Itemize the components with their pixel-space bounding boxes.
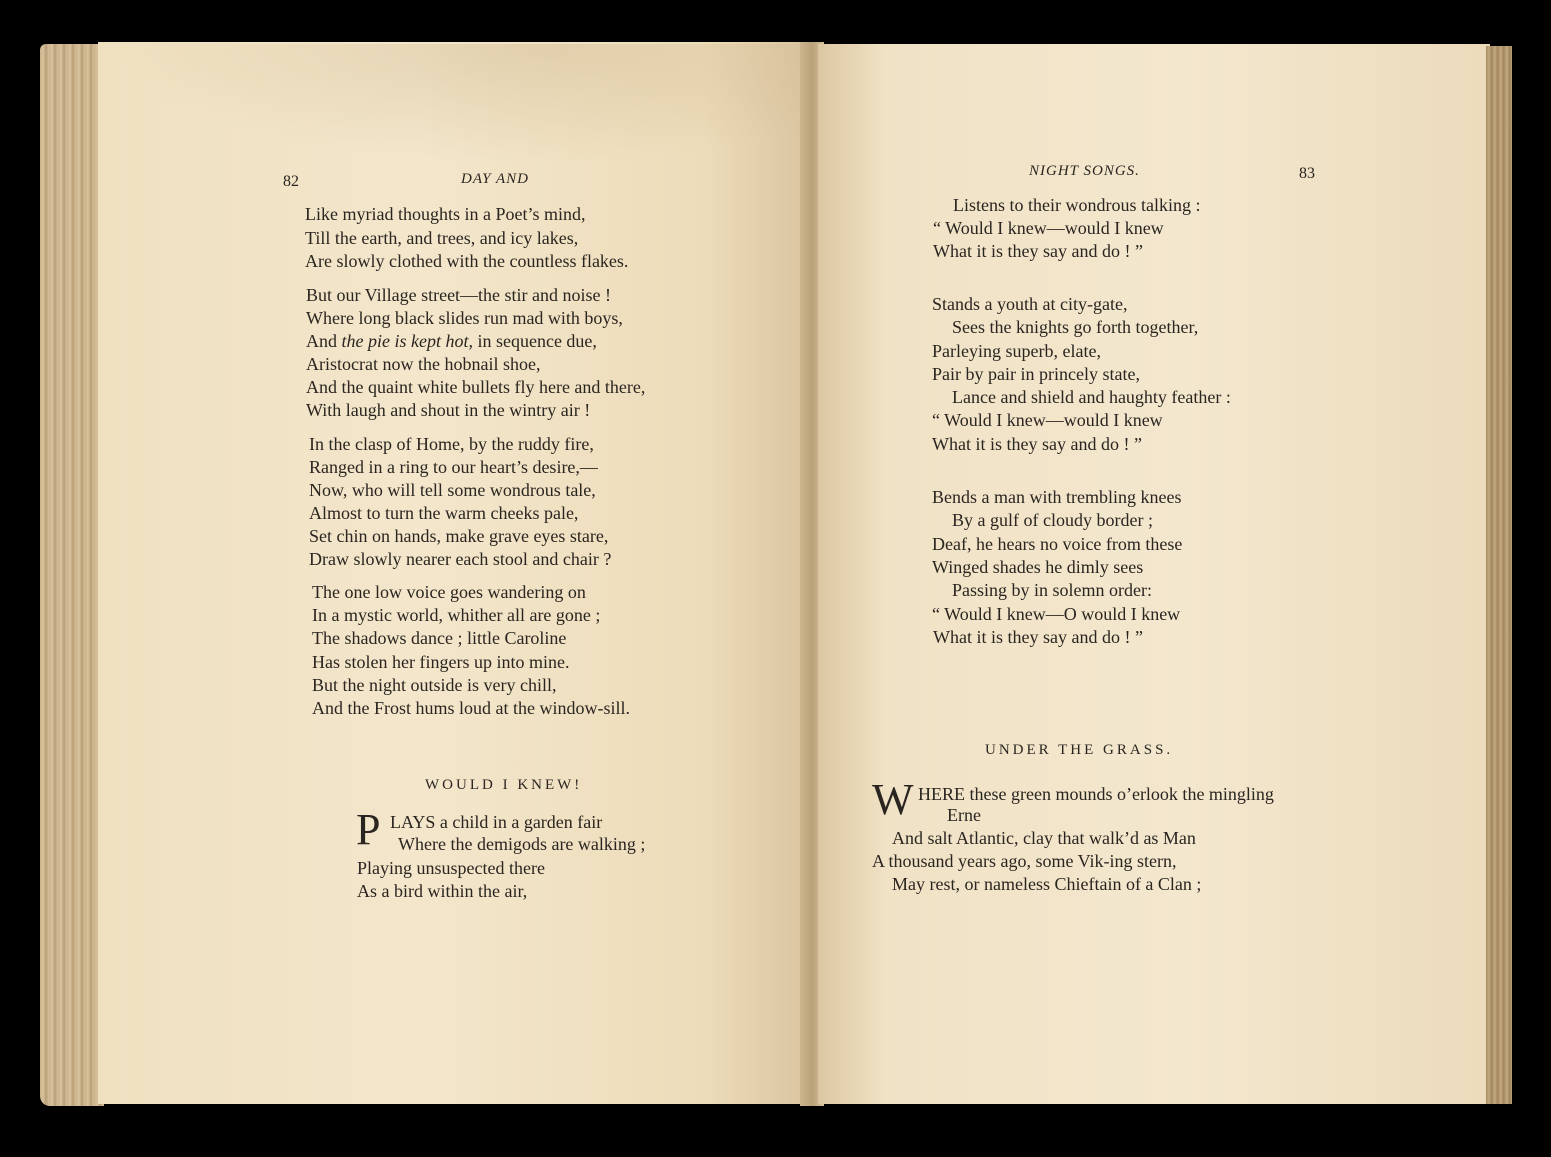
poem-title-left: WOULD I KNEW!: [425, 777, 583, 793]
drop-cap: P: [356, 805, 381, 854]
text-line: Draw slowly nearer each stool and chair ?: [309, 549, 612, 569]
text-line: “ Would I knew—O would I knew: [932, 604, 1181, 624]
text-line: Winged shades he dimly sees: [932, 557, 1144, 577]
text-line: And the quaint white bullets fly here and there,: [306, 377, 646, 397]
text-line: May rest, or nameless Chieftain of a Clan ;: [892, 874, 1202, 894]
text-line: The shadows dance ; little Caroline: [312, 628, 567, 648]
water-stain: [110, 44, 800, 164]
text-line: “ Would I knew—would I knew: [933, 218, 1164, 238]
page-number-left: 82: [283, 173, 299, 190]
text-line: In a mystic world, whither all are gone ;: [312, 605, 601, 625]
text-line: Aristocrat now the hobnail shoe,: [306, 354, 541, 374]
text-line: What it is they say and do ! ”: [933, 241, 1143, 261]
page-number-right: 83: [1299, 165, 1315, 182]
text-line: Are slowly clothed with the countless flakes.: [305, 251, 629, 271]
text-line: By a gulf of cloudy border ;: [952, 510, 1153, 530]
text-line: What it is they say and do ! ”: [933, 627, 1143, 647]
text-line: And the pie is kept hot, in sequence due,: [306, 331, 597, 351]
text-line: But the night outside is very chill,: [312, 675, 557, 695]
text-line: Set chin on hands, make grave eyes stare,: [309, 526, 609, 546]
page-edges-right: [1486, 46, 1512, 1104]
running-head-left: DAY AND: [461, 171, 529, 187]
text-line: In the clasp of Home, by the ruddy fire,: [309, 434, 594, 454]
text-line: The one low voice goes wandering on: [312, 582, 586, 602]
text-line: But our Village street—the stir and noise !: [306, 285, 612, 305]
text-line: Where long black slides run mad with boys,: [306, 308, 623, 328]
text-line: Bends a man with trembling knees: [932, 487, 1182, 507]
page-edges-left: [40, 44, 104, 1106]
text-line: Has stolen her fingers up into mine.: [312, 652, 570, 672]
text-line: What it is they say and do ! ”: [932, 434, 1142, 454]
text-line: Where the demigods are walking ;: [398, 834, 646, 854]
text-line: Listens to their wondrous talking :: [953, 195, 1201, 215]
left-page: [98, 42, 810, 1104]
text-line: Erne: [947, 805, 981, 825]
text-line: Ranged in a ring to our heart’s desire,—: [309, 457, 598, 477]
text-line: Almost to turn the warm cheeks pale,: [309, 503, 579, 523]
text-line: LAYS a child in a garden fair: [390, 812, 603, 832]
text-line: Till the earth, and trees, and icy lakes,: [305, 228, 579, 248]
text-line: “ Would I knew—would I knew: [932, 410, 1163, 430]
text-line: With laugh and shout in the wintry air !: [306, 400, 591, 420]
text-line: Stands a youth at city-gate,: [932, 294, 1128, 314]
text-line: Passing by in solemn order:: [952, 580, 1152, 600]
text-line: And the Frost hums loud at the window-sill.: [312, 698, 630, 718]
text-line: Playing unsuspected there: [357, 858, 545, 878]
text-line: Now, who will tell some wondrous tale,: [309, 480, 596, 500]
text-line: Like myriad thoughts in a Poet’s mind,: [305, 204, 586, 224]
text-line: Sees the knights go forth together,: [952, 317, 1199, 337]
poem-title-right: UNDER THE GRASS.: [985, 742, 1174, 758]
text-line: A thousand years ago, some Vik-ing stern,: [872, 851, 1177, 871]
text-line: HERE these green mounds o’erlook the mingling: [918, 784, 1274, 804]
text-line: Deaf, he hears no voice from these: [932, 534, 1183, 554]
text-line: Lance and shield and haughty feather :: [952, 387, 1231, 407]
text-line: Pair by pair in princely state,: [932, 364, 1140, 384]
drop-cap: W: [872, 775, 914, 824]
running-head-right: NIGHT SONGS.: [1029, 163, 1140, 179]
text-line: Parleying superb, elate,: [932, 341, 1101, 361]
text-line: As a bird within the air,: [357, 881, 528, 901]
text-line: And salt Atlantic, clay that walk’d as Man: [892, 828, 1196, 848]
